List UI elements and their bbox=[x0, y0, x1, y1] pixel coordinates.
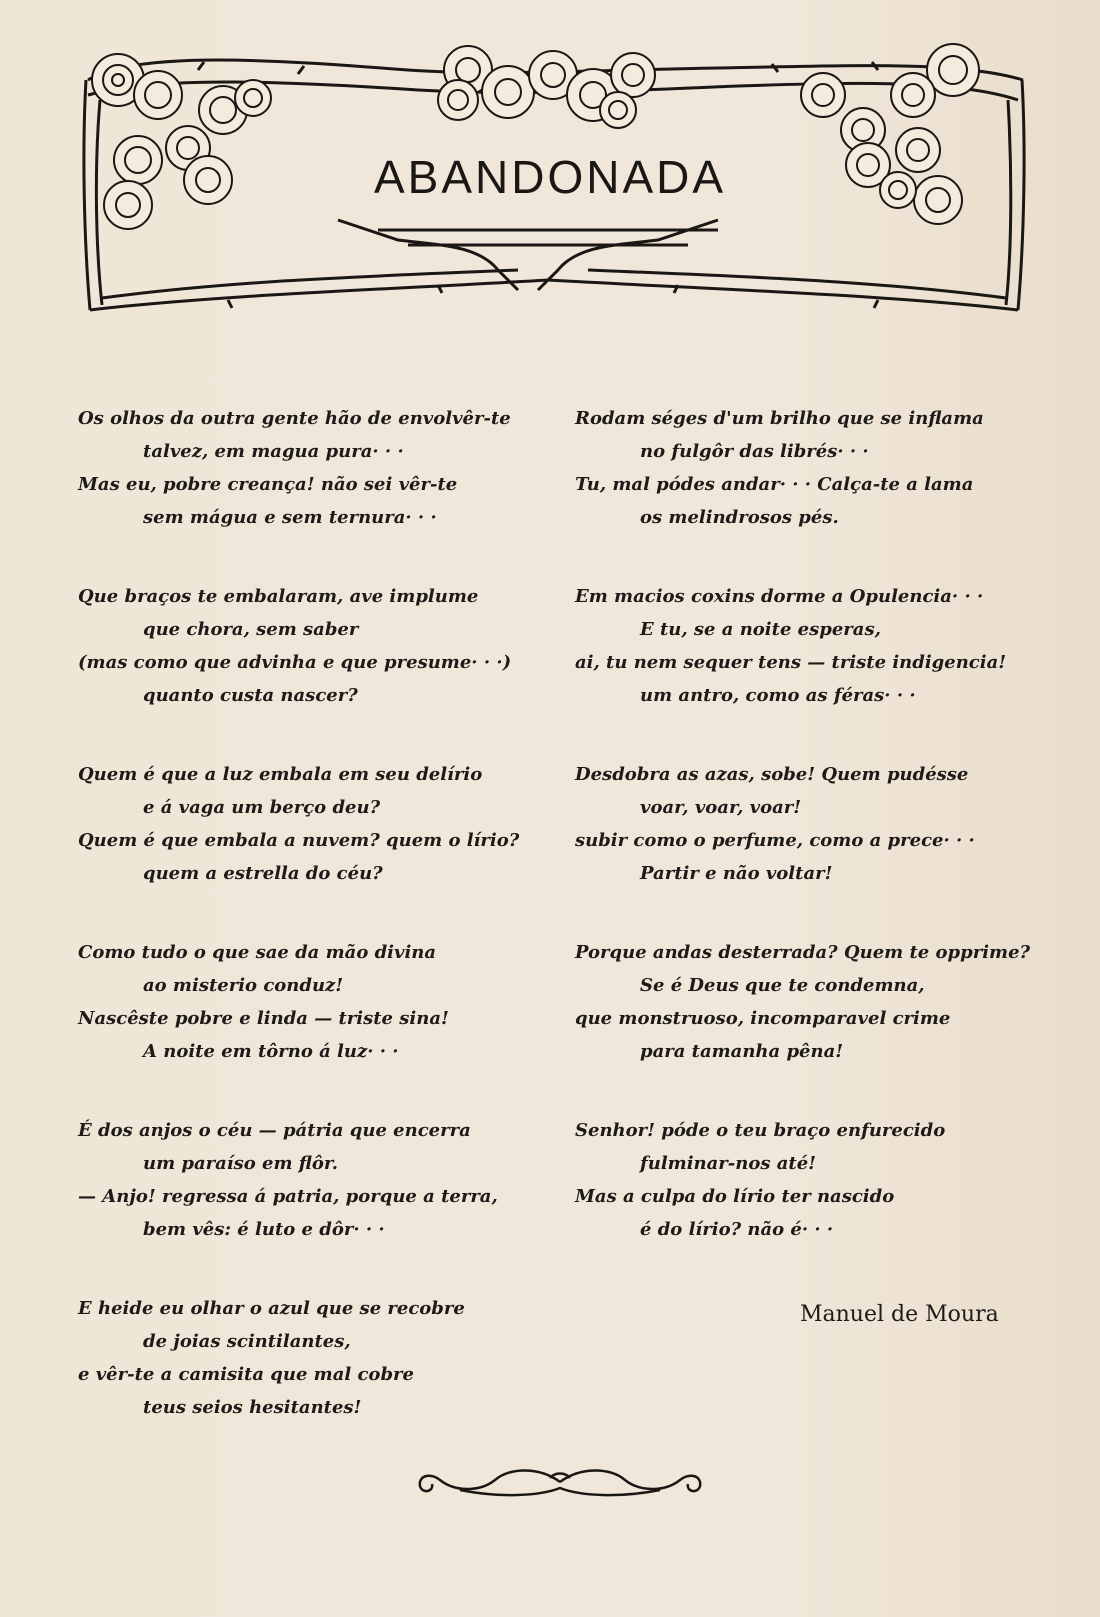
verse-line: Rodam séges d'um brilho que se inflama bbox=[575, 408, 984, 429]
verse-line: Em macios coxins dorme a Opulencia· · · bbox=[575, 586, 984, 607]
verse-line: para tamanha pêna! bbox=[640, 1041, 844, 1062]
stanza bbox=[575, 1114, 1055, 1246]
verse-line: Partir e não voltar! bbox=[640, 863, 833, 884]
verse-line: os melindrosos pés. bbox=[640, 507, 839, 528]
verse-line: e á vaga um berço deu? bbox=[143, 797, 381, 818]
stanza bbox=[575, 580, 1055, 712]
scroll-flourish-icon bbox=[400, 1462, 720, 1502]
verse-line: Quem é que embala a nuvem? quem o lírio? bbox=[78, 830, 520, 851]
verse-line: E heide eu olhar o azul que se recobre bbox=[78, 1298, 465, 1319]
verse-line: sem mágua e sem ternura· · · bbox=[143, 507, 437, 528]
verse-line: ao misterio conduz! bbox=[143, 975, 344, 996]
stanza bbox=[78, 1292, 558, 1424]
left-column bbox=[78, 402, 558, 1424]
verse-line: bem vês: é luto e dôr· · · bbox=[143, 1219, 385, 1240]
verse-line: E tu, se a noite esperas, bbox=[640, 619, 881, 640]
stanza bbox=[78, 402, 558, 534]
verse-line: Os olhos da outra gente hão de envolvêr-te bbox=[78, 408, 511, 429]
author-signature: Manuel de Moura bbox=[800, 1302, 999, 1327]
stanza bbox=[78, 758, 558, 890]
verse-line: A noite em tôrno á luz· · · bbox=[143, 1041, 399, 1062]
verse-line: (mas como que advinha e que presume· · ·) bbox=[78, 652, 512, 673]
verse-line: voar, voar, voar! bbox=[640, 797, 802, 818]
verse-line: é do lírio? não é· · · bbox=[640, 1219, 834, 1240]
verse-line: quanto custa nascer? bbox=[143, 685, 358, 706]
verse-line: Senhor! póde o teu braço enfurecido bbox=[575, 1120, 946, 1141]
verse-line: e vêr-te a camisita que mal cobre bbox=[78, 1364, 414, 1385]
stanza bbox=[575, 402, 1055, 534]
stanza bbox=[78, 936, 558, 1068]
verse-line: Se é Deus que te condemna, bbox=[640, 975, 925, 996]
verse-line: talvez, em magua pura· · · bbox=[143, 441, 404, 462]
stanza bbox=[575, 758, 1055, 890]
stanza bbox=[78, 1114, 558, 1246]
stanza bbox=[575, 936, 1055, 1068]
verse-line: que chora, sem saber bbox=[143, 619, 359, 640]
verse-line: um antro, como as féras· · · bbox=[640, 685, 916, 706]
verse-line: teus seios hesitantes! bbox=[143, 1397, 362, 1418]
verse-line: Mas a culpa do lírio ter nascido bbox=[575, 1186, 895, 1207]
poem-title: ABANDONADA bbox=[373, 151, 727, 203]
verse-line: quem a estrella do céu? bbox=[143, 863, 383, 884]
verse-line: subir como o perfume, como a prece· · · bbox=[575, 830, 975, 851]
verse-line: Desdobra as azas, sobe! Quem pudésse bbox=[575, 764, 969, 785]
verse-line: É dos anjos o céu — pátria que encerra bbox=[78, 1120, 471, 1141]
verse-line: Quem é que a luz embala em seu delírio bbox=[78, 764, 483, 785]
stanza bbox=[78, 580, 558, 712]
verse-line: no fulgôr das librés· · · bbox=[640, 441, 869, 462]
verse-line: — Anjo! regressa á patria, porque a terra, bbox=[78, 1186, 498, 1207]
right-column bbox=[575, 402, 1055, 1246]
verse-line: que monstruoso, incomparavel crime bbox=[575, 1008, 951, 1029]
verse-line: Tu, mal pódes andar· · · Calça-te a lama bbox=[575, 474, 974, 495]
verse-line: Porque andas desterrada? Quem te opprime? bbox=[575, 942, 1031, 963]
verse-line: fulminar-nos até! bbox=[640, 1153, 817, 1174]
verse-line: ai, tu nem sequer tens — triste indigencia! bbox=[575, 652, 1007, 673]
verse-line: Como tudo o que sae da mão divina bbox=[78, 942, 437, 963]
verse-line: Nascêste pobre e linda — triste sina! bbox=[78, 1008, 449, 1029]
verse-line: Que braços te embalaram, ave implume bbox=[78, 586, 479, 607]
verse-line: Mas eu, pobre creança! não sei vêr-te bbox=[78, 474, 458, 495]
verse-line: de joias scintilantes, bbox=[143, 1331, 351, 1352]
verse-line: um paraíso em flôr. bbox=[143, 1153, 338, 1174]
